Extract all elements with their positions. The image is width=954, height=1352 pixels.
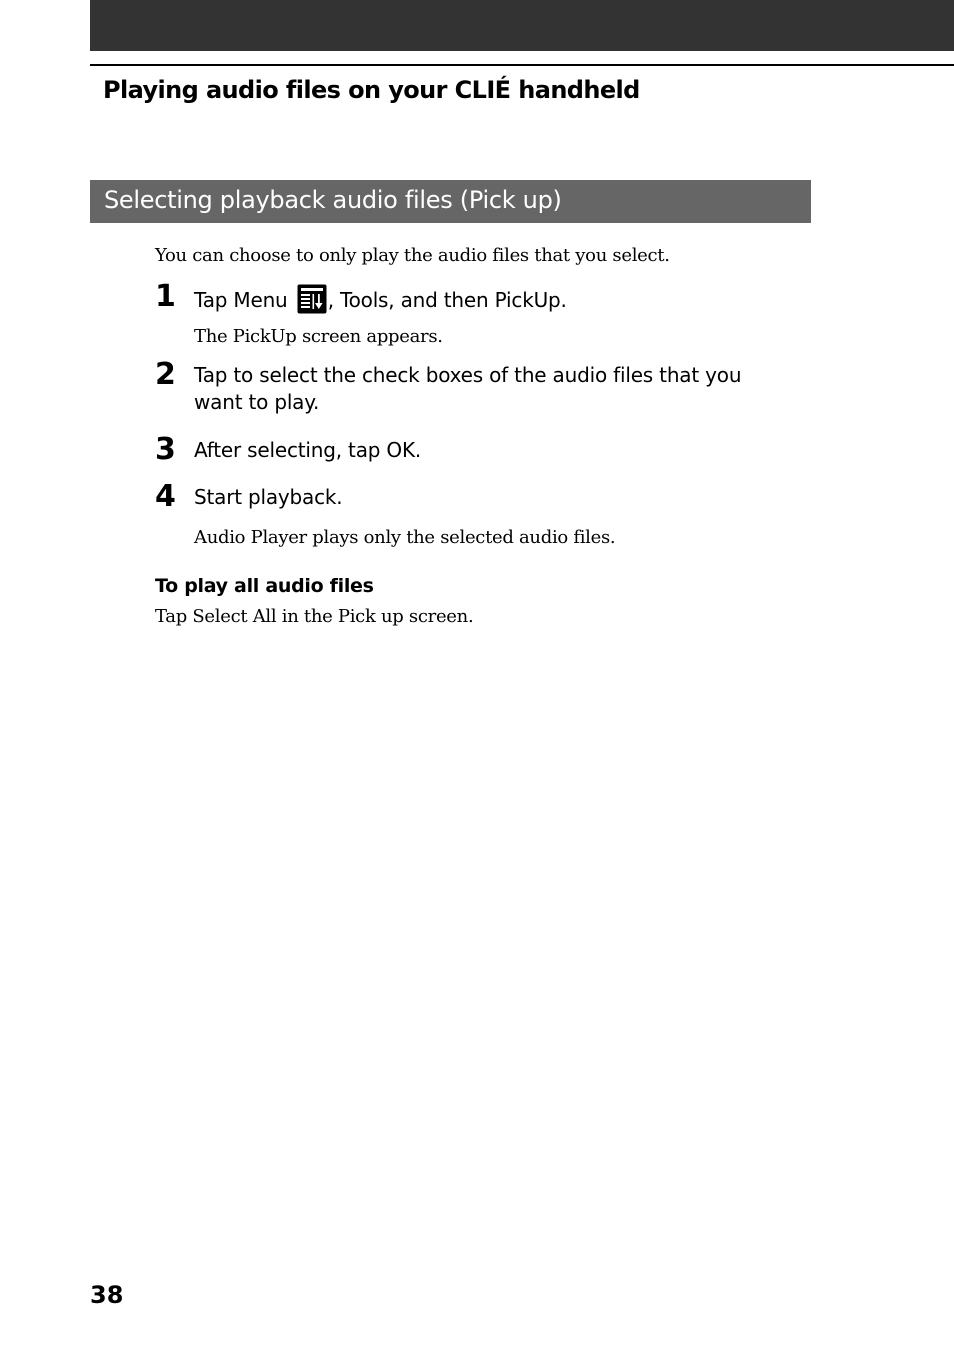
- step-1-text-start: Tap Menu: [194, 288, 294, 312]
- menu-icon: [297, 284, 327, 314]
- section-title: Selecting playback audio files (Pick up): [104, 186, 562, 214]
- subsection-body: Tap Select All in the Pick up screen.: [155, 606, 474, 627]
- step-1-number: 1: [155, 279, 176, 314]
- step-1-text: [194, 284, 567, 314]
- step-3-text: After selecting, tap OK.: [194, 438, 422, 462]
- step-3-number: 3: [155, 432, 176, 467]
- chapter-title: Playing audio files on your CLIÉ handheld: [103, 76, 640, 104]
- step-2-text-line1: Tap to select the check boxes of the audio files that you: [194, 363, 742, 387]
- header-rule: [90, 64, 954, 66]
- header-bar: [90, 0, 954, 51]
- step-2-number: 2: [155, 357, 176, 392]
- step-2-text: [194, 362, 741, 416]
- step-4-text: Start playback.: [194, 485, 343, 509]
- step-1-note: The PickUp screen appears.: [194, 326, 443, 347]
- step-2-text-line2: want to play.: [194, 390, 320, 414]
- subsection-heading: To play all audio files: [155, 575, 374, 597]
- intro-text: You can choose to only play the audio files that you select.: [155, 245, 670, 266]
- step-4-number: 4: [155, 479, 176, 514]
- step-1-text-end: , Tools, and then PickUp.: [327, 288, 567, 312]
- page-number: 38: [90, 1281, 124, 1309]
- section-banner: [90, 180, 811, 223]
- step-4-note: Audio Player plays only the selected audio files.: [194, 527, 616, 548]
